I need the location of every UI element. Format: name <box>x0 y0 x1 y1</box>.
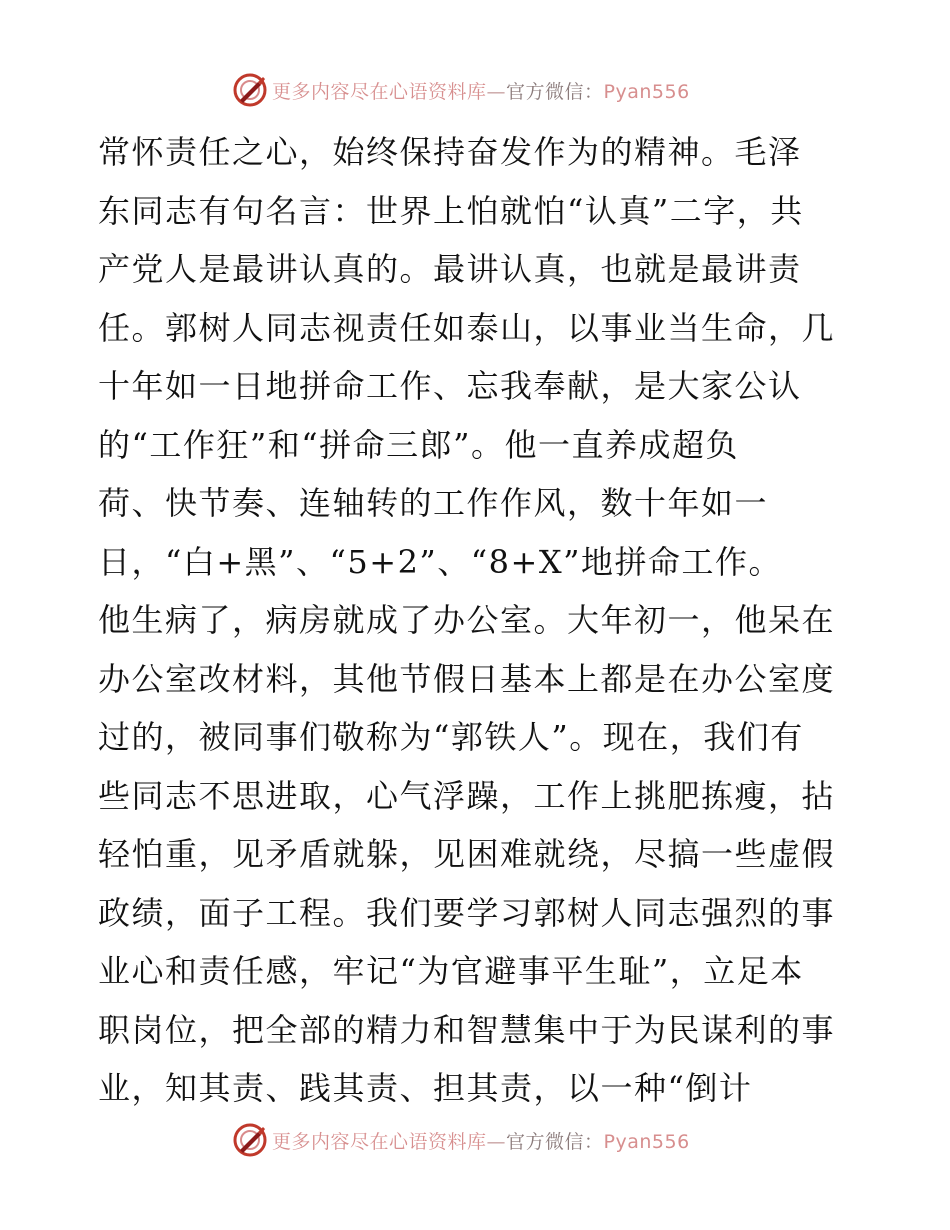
footer-banner-text <box>272 1127 690 1154</box>
body-line: 他生病了，病房就成了办公室。大年初一，他呆在 <box>98 601 836 639</box>
body-line: 任。郭树人同志视责任如泰山，以事业当生命，几 <box>98 308 836 347</box>
body-line: 职岗位，把全部的精力和智慧集中于为民谋利的事 <box>98 1010 836 1049</box>
footer-site-text: 更多内容尽在心语资料库 <box>272 1130 487 1153</box>
body-line: 东同志有句名言：世界上怕就怕“认真”二字，共 <box>98 191 804 230</box>
header-banner-text <box>272 77 690 104</box>
body-line: 业，知其责、践其责、担其责，以一种“倒计 <box>98 1069 753 1107</box>
body-line: 些同志不思进取，心气浮躁，工作上挑肥拣瘦，拈 <box>98 776 836 815</box>
body-line: 轻怕重，见矛盾就躲，见困难就绕，尽搞一些虚假 <box>98 835 836 873</box>
body-text <box>98 123 858 1118</box>
body-line: 荷、快节奏、连轴转的工作作风，数十年如一 <box>98 484 769 522</box>
footer-banner <box>232 1122 712 1158</box>
body-line: 的“工作狂”和“拼命三郎”。他一直养成超负 <box>98 425 739 464</box>
body-line: 常怀责任之心，始终保持奋发作为的精神。毛泽 <box>98 133 802 171</box>
brand-logo-icon <box>232 1122 268 1158</box>
body-line: 过的，被同事们敬称为“郭铁人”。现在，我们有 <box>98 718 804 756</box>
body-line: 业心和责任感，牢记“为官避事平生耻”，立足本 <box>98 952 804 990</box>
footer-wechat-id: Pyan556 <box>603 1130 690 1153</box>
body-line: 产党人是最讲认真的。最讲认真，也就是最讲责 <box>98 250 802 288</box>
body-line: 政绩，面子工程。我们要学习郭树人同志强烈的事 <box>98 893 836 932</box>
brand-logo-icon <box>232 72 268 108</box>
header-site-text: 更多内容尽在心语资料库 <box>272 80 487 103</box>
header-banner <box>232 72 712 108</box>
header-wechat-label: 官方微信： <box>506 80 604 103</box>
footer-wechat-label: 官方微信： <box>506 1130 604 1153</box>
header-dash: — <box>486 80 507 103</box>
body-line: 十年如一日地拼命工作、忘我奉献，是大家公认 <box>98 367 802 405</box>
body-line: 办公室改材料，其他节假日基本上都是在办公室度 <box>98 659 836 698</box>
footer-dash: — <box>486 1130 507 1153</box>
header-wechat-id: Pyan556 <box>603 80 690 103</box>
body-line: 日，“白+黑”、“5+2”、“8+X”地拼命工作。 <box>98 542 782 581</box>
